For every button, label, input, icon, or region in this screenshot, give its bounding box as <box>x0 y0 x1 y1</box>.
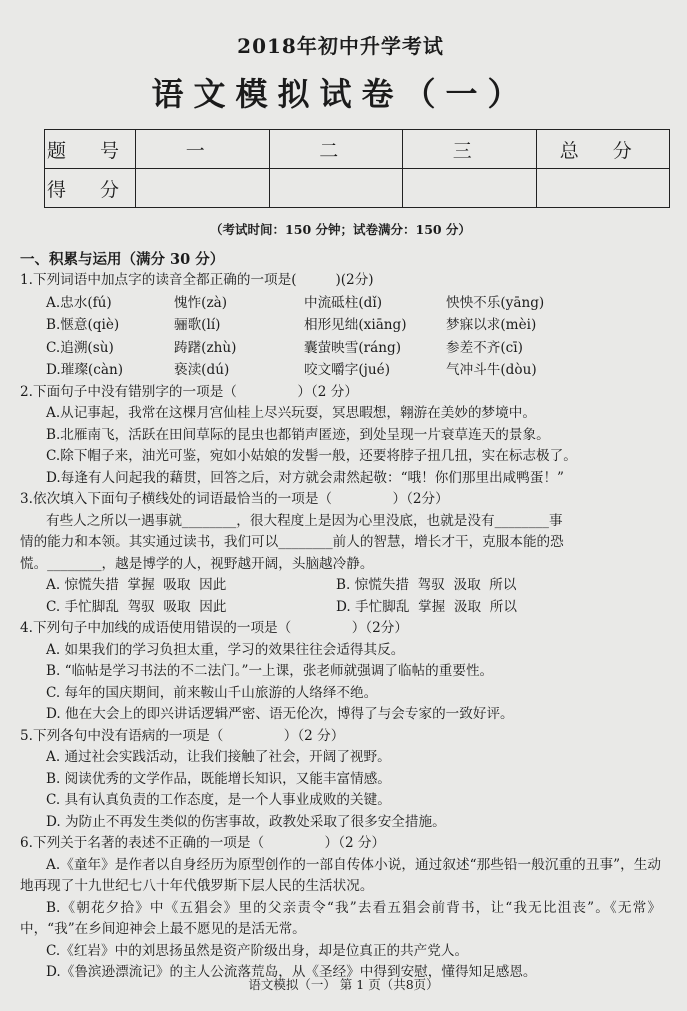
option-item: C. 手忙脚乱 驾驭 吸取 因此 <box>46 598 227 615</box>
option-item: 愧怍(zà) <box>174 294 228 311</box>
score-entry-cell[interactable] <box>403 169 537 208</box>
option-grid <box>20 292 661 382</box>
score-entry-cell[interactable] <box>136 169 270 208</box>
score-cell: 题 号 <box>45 130 136 169</box>
option-item: B.惬意(qiè) <box>46 317 120 333</box>
question-stem: 4.下列句子中加线的成语使用错误的一项是（ ）（2分） <box>20 620 408 636</box>
option-paragraph: B.《朝花夕拾》中《五猖会》里的父亲责令“我”去看五猖会前背书，让“我无比沮丧”。《无常》中，“我”在乡间迎神会上最不愿见的是活无常。 <box>20 899 661 937</box>
question-stem: 1.下列词语中加点字的读音全都正确的一项是( )(2分) <box>20 272 374 288</box>
option-paragraph: A.《童年》是作者以自身经历为原型创作的一部自传体小说，通过叙述“那些铅一般沉重的丑事”，生动地再现了十九世纪七八十年代俄罗斯下层人民的生活状况。 <box>20 856 661 894</box>
option-item: B. 惊慌失措 驾驭 汲取 所以 <box>336 577 517 593</box>
option-line: B. “临帖是学习书法的不二法门。”一上课，张老师就强调了临帖的重要性。 <box>46 663 494 679</box>
score-table-score-row <box>45 169 670 208</box>
score-table <box>44 129 670 208</box>
option-line: D.每逢有人问起我的藉贯，回答之后，对方就会肃然起敬：“哦！你们那里出咸鸭蛋！” <box>46 469 565 486</box>
score-entry-cell[interactable] <box>269 169 403 208</box>
option-paragraph: C.《红岩》中的刘思扬虽然是资产阶级出身，却是位真正的共产党人。 <box>46 942 469 959</box>
section-title: 一、积累与运用（满分 30 分） <box>20 251 225 268</box>
option-item: 气冲斗牛(dòu) <box>446 362 537 378</box>
score-entry-cell[interactable] <box>536 169 670 208</box>
option-item: D.璀璨(càn) <box>46 362 124 378</box>
option-line: B. 阅读优秀的文学作品，既能增长知识，又能丰富情感。 <box>46 770 391 787</box>
score-cell: 三 <box>403 130 537 169</box>
option-paragraph: D.《鲁滨逊漂流记》的主人公流落荒岛，从《圣经》中得到安慰，懂得知足感恩。 <box>46 964 537 980</box>
option-line: C. 具有认真负责的工作态度，是一个人事业成败的关键。 <box>46 792 391 808</box>
option-item: 参差不齐(cī) <box>446 339 523 356</box>
option-line: A.从记事起，我常在这棵月宫仙桂上尽兴玩耍，冥思暇想，翱游在美妙的梦境中。 <box>46 405 536 421</box>
option-line: C. 每年的国庆期间，前来鞍山千山旅游的人络绎不绝。 <box>46 684 378 701</box>
option-line: C.除下帽子来，油光可鉴，宛如小姑娘的发髻一般，还要将脖子扭几扭，实在标志极了。 <box>46 448 577 464</box>
option-item: 梦寐以求(mèi) <box>446 317 537 333</box>
question-stem: 6.下列关于名著的表述不正确的一项是（ ）（2 分） <box>20 835 386 851</box>
page-footer: 语文模拟（一） 第 1 页（共8页） <box>248 977 439 992</box>
exam-title: 2018年初中升学考试 <box>237 34 444 58</box>
option-item: 相形见绌(xiāng) <box>304 317 407 333</box>
option-item: 踌躇(zhù) <box>174 339 237 356</box>
option-grid <box>20 575 661 618</box>
question-stem: 5.下列各句中没有语病的一项是（ ）（2 分） <box>20 727 345 744</box>
option-item: 囊萤映雪(ráng) <box>304 339 402 356</box>
passage-line: 情的能力和本领。其实通过读书，我们可以________前人的智慧，增长才干，克服本能的恐 <box>20 534 564 550</box>
option-item: A. 惊慌失措 掌握 吸取 因此 <box>46 577 227 593</box>
question-stem: 3.依次填入下面句子横线处的词语最恰当的一项是（ ）（2分） <box>20 491 449 507</box>
option-item: 中流砥柱(dǐ) <box>304 294 383 311</box>
option-line: A. 通过社会实践活动，让我们接触了社会，开阔了视野。 <box>46 749 391 765</box>
score-table-header-row <box>45 130 670 169</box>
score-cell: 二 <box>269 130 403 169</box>
option-item: 亵渎(dú) <box>174 362 230 378</box>
option-item: 骊歌(lí) <box>174 317 221 333</box>
score-cell: 一 <box>136 130 270 169</box>
score-cell: 总 分 <box>536 130 670 169</box>
question-stem: 2.下面句子中没有错别字的一项是（ ）（2 分） <box>20 383 358 400</box>
option-line: A. 如果我们的学习负担太重，学习的效果往往会适得其反。 <box>46 641 405 658</box>
option-line: D. 他在大会上的即兴讲话逻辑严密、语无伦次，博得了与会专家的一致好评。 <box>46 706 514 722</box>
option-item: 怏怏不乐(yāng) <box>446 294 545 311</box>
exam-info: （考试时间：150 分钟；试卷满分：150 分） <box>210 222 471 237</box>
option-item: D. 手忙脚乱 掌握 汲取 所以 <box>336 598 517 615</box>
option-item: C.追溯(sù) <box>46 339 114 356</box>
subject-title: 语文模拟试卷（一） <box>151 75 530 113</box>
option-line: B.北雁南飞，活跃在田间草际的昆虫也都销声匿迹，到处呈现一片衰草连天的景象。 <box>46 426 550 443</box>
option-item: A.忠水(fú) <box>46 294 112 311</box>
option-line: D. 为防止不再发生类似的伤害事故，政教处采取了很多安全措施。 <box>46 813 446 830</box>
passage-line: 慌。________，越是博学的人，视野越开阔，头脑越冷静。 <box>20 555 374 572</box>
score-cell: 得 分 <box>45 169 136 208</box>
passage-line: 有些人之所以一遇事就________，很大程度上是因为心里没底，也就是没有________事 <box>46 512 563 529</box>
option-item: 咬文嚼字(jué) <box>304 362 390 378</box>
